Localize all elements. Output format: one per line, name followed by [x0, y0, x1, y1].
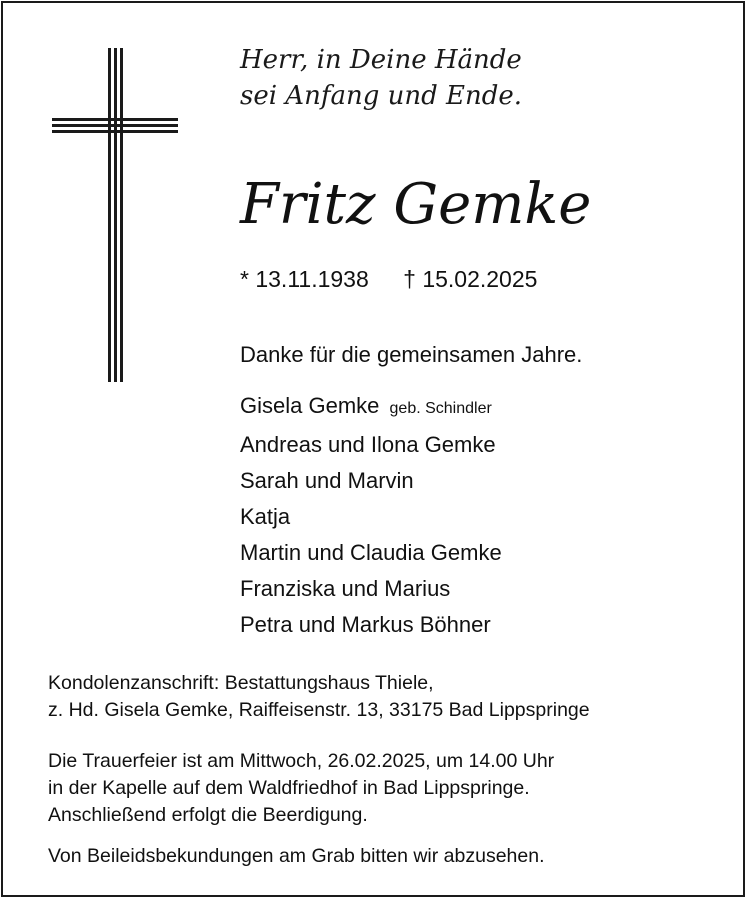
- thanks-line: Danke für die gemeinsamen Jahre.: [240, 342, 583, 367]
- mourner-name: Gisela Gemke: [240, 393, 380, 418]
- list-item: Petra und Markus Böhner: [240, 612, 491, 637]
- life-dates: [240, 264, 537, 294]
- ceremony-info: [48, 748, 554, 829]
- maiden-name-note: geb. Schindler: [389, 400, 492, 417]
- ceremony-line: Die Trauerfeier ist am Mittwoch, 26.02.2025, um 14.00 Uhr: [48, 750, 555, 772]
- closing-note: Von Beileidsbekundungen am Grab bitten wir abzusehen.: [48, 845, 545, 867]
- list-item: Martin und Claudia Gemke: [240, 540, 502, 565]
- mourners-list: [240, 388, 502, 643]
- death-date: † 15.02.2025: [403, 266, 538, 292]
- motto-verse: [240, 42, 522, 114]
- birth-date: * 13.11.1938: [240, 266, 369, 292]
- condolence-address: [48, 670, 590, 724]
- list-item: Andreas und Ilona Gemke: [240, 432, 496, 457]
- list-item: [240, 388, 502, 427]
- motto-line: sei Anfang und Ende.: [240, 81, 523, 111]
- condolence-line: z. Hd. Gisela Gemke, Raiffeisenstr. 13, 33175 Bad Lippspringe: [48, 699, 590, 721]
- list-item: Sarah und Marvin: [240, 468, 414, 493]
- deceased-name: Fritz Gemke: [240, 172, 592, 237]
- condolence-line: Kondolenzanschrift: Bestattungshaus Thiele,: [48, 672, 434, 694]
- list-item: Katja: [240, 504, 291, 529]
- list-item: Franziska und Marius: [240, 576, 451, 601]
- ceremony-line: Anschließend erfolgt die Beerdigung.: [48, 804, 368, 826]
- ceremony-line: in der Kapelle auf dem Waldfriedhof in Bad Lippspringe.: [48, 777, 530, 799]
- motto-line: Herr, in Deine Hände: [240, 45, 522, 75]
